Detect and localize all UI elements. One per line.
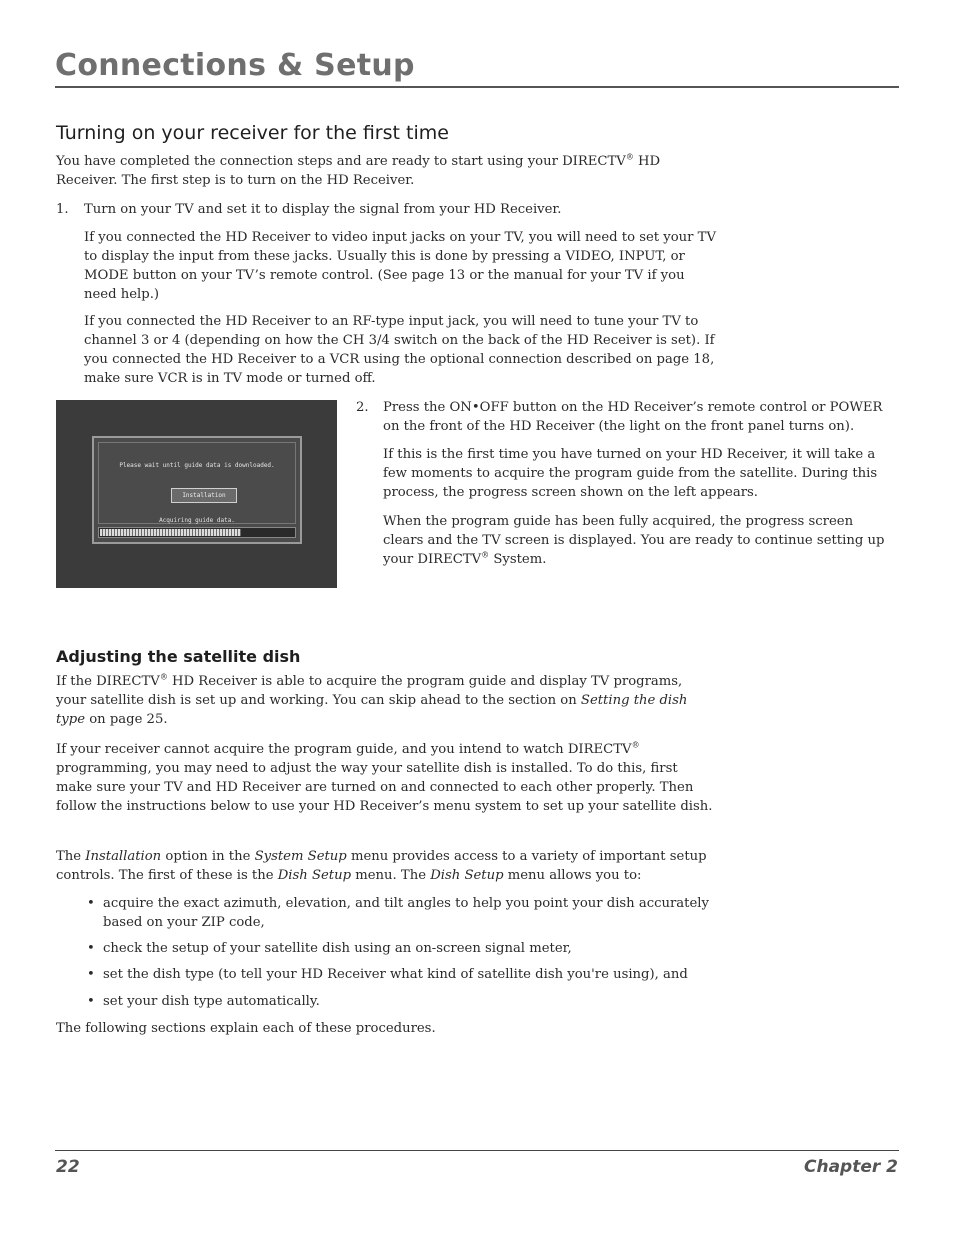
dish-paragraph-1: If the DIRECTV® HD Receiver is able to acquire the program guide and display TV programs, your satellite dish is set up and working. You can skip ahead to the section on Setting the dish type on page 25.: [56, 672, 688, 727]
guide-progress-bar: [98, 527, 296, 538]
dialog-status: Acquiring guide data.: [159, 517, 235, 524]
dialog-panel: [98, 442, 296, 524]
chapter-label: Chapter 2: [803, 1157, 898, 1177]
step-1-paragraph-video-input: If you connected the HD Receiver to video input jacks on your TV, you will need to set your TV to display the input from these jacks. Usually this is done by pressing a VIDEO, INPUT, or MODE button on your TV’s remote control. (See page 13 or the manual for your TV if you need help.): [84, 230, 716, 302]
bullet-item: check the setup of your satellite dish using an on-screen signal meter,: [103, 941, 572, 956]
header-rule: [55, 86, 899, 88]
step-2-paragraph-acquired: When the program guide has been fully acquired, the progress screen clears and the TV screen is displayed. You are ready to continue setting up your DIRECTV® System.: [383, 514, 885, 567]
bullet-item: set your dish type automatically.: [103, 994, 320, 1009]
installation-button: Installation: [171, 488, 237, 503]
bullet-marker: •: [87, 994, 95, 1009]
step-1-paragraph-rf-input: If you connected the HD Receiver to an RF-type input jack, you will need to tune your TV to channel 3 or 4 (depending on how the CH 3/4 switch on the back of the HD Receiver is set). If you connected the HD Receiver to a VCR using the optional connection described on page 18, make sure VCR is in TV mode or turned off.: [84, 314, 715, 386]
bullet-item: acquire the exact azimuth, elevation, and tilt angles to help you point your dish accurately based on your ZIP code,: [103, 896, 709, 930]
guide-progress-fill: [100, 529, 241, 536]
step-1-text: Turn on your TV and set it to display the signal from your HD Receiver.: [84, 202, 562, 217]
bullet-marker: •: [87, 896, 95, 911]
dialog-message: Please wait until guide data is downloaded.: [119, 462, 275, 469]
footer-rule: [55, 1150, 899, 1151]
step-number-1: 1.: [56, 202, 69, 217]
guide-download-dialog: [92, 436, 302, 544]
page-title: Connections & Setup: [55, 48, 415, 83]
dish-paragraph-2: If your receiver cannot acquire the program guide, and you intend to watch DIRECTV® programming, you may need to adjust the way your satellite dish is installed. To do this, first make sure your TV and HD Receiver are turned on and connected to each other properly. Then follow the instructions below to use your HD Receiver’s menu system to set up your satellite dish.: [56, 740, 713, 814]
closing-paragraph: The following sections explain each of these procedures.: [56, 1021, 436, 1036]
dish-paragraph-3: The Installation option in the System Setup menu provides access to a variety of important setup controls. The first of these is the Dish Setup menu. The Dish Setup menu allows you to:: [56, 849, 707, 883]
bullet-marker: •: [87, 967, 95, 982]
section-heading-turning-on: Turning on your receiver for the first time: [56, 122, 449, 144]
bullet-item: set the dish type (to tell your HD Receiver what kind of satellite dish you're using), and: [103, 967, 688, 982]
step-2-text: Press the ON•OFF button on the HD Receiver’s remote control or POWER on the front of the HD Receiver (the light on the front panel turns on).: [383, 400, 883, 434]
intro-paragraph: You have completed the connection steps and are ready to start using your DIRECTV® HD Receiver. The first step is to turn on the HD Receiver.: [56, 152, 661, 188]
progress-screen-image: [56, 400, 337, 588]
bullet-marker: •: [87, 941, 95, 956]
step-number-2: 2.: [356, 400, 369, 415]
section-heading-adjusting-dish: Adjusting the satellite dish: [56, 647, 301, 666]
page-number: 22: [56, 1157, 80, 1177]
step-2-paragraph-first-time: If this is the first time you have turned on your HD Receiver, it will take a few moments to acquire the program guide from the satellite. During this process, the progress screen shown on the left appears.: [383, 447, 878, 500]
